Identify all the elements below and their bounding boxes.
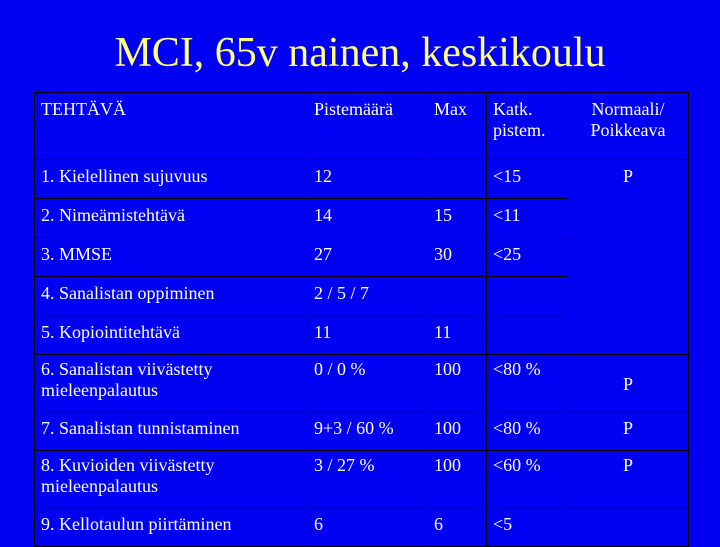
max-cell: 100 <box>428 355 487 412</box>
normal-cell: P <box>568 355 689 412</box>
task-cell: 4. Sanalistan oppiminen <box>35 277 308 316</box>
task-cell: 8. Kuvioiden viivästetty mieleenpalautus <box>35 451 308 508</box>
task-cell: 7. Sanalistan tunnistaminen <box>35 412 308 451</box>
task-cell: 3. MMSE <box>35 238 308 277</box>
max-cell: 15 <box>428 199 487 238</box>
score-cell: 27 <box>308 238 428 277</box>
max-cell: 11 <box>428 316 487 355</box>
normal-cell: P <box>568 451 689 508</box>
header-normal: Normaali/ Poikkeava <box>568 93 689 160</box>
table-row <box>35 199 689 238</box>
score-cell: 6 <box>308 508 428 547</box>
max-cell <box>428 277 487 316</box>
results-table <box>34 92 689 547</box>
table-row <box>35 160 689 199</box>
cutoff-cell: <5 <box>487 508 568 547</box>
header-score: Pistemäärä <box>308 93 428 160</box>
cutoff-cell: <80 % <box>487 355 568 412</box>
table-row <box>35 355 689 412</box>
task-cell: 1. Kielellinen sujuvuus <box>35 160 308 199</box>
normal-cell <box>568 238 689 277</box>
task-cell: 2. Nimeämistehtävä <box>35 199 308 238</box>
table-row <box>35 277 689 316</box>
table-row <box>35 316 689 355</box>
score-cell: 9+3 / 60 % <box>308 412 428 451</box>
cutoff-cell <box>487 316 568 355</box>
header-task: TEHTÄVÄ <box>35 93 308 160</box>
cutoff-cell <box>487 277 568 316</box>
normal-cell: P <box>568 160 689 199</box>
cutoff-cell: <15 <box>487 160 568 199</box>
task-cell: 6. Sanalistan viivästetty mieleenpalautus <box>35 355 308 412</box>
header-cutoff: Katk. pistem. <box>487 93 568 160</box>
table-header-row <box>35 93 689 160</box>
score-cell: 14 <box>308 199 428 238</box>
score-cell: 12 <box>308 160 428 199</box>
normal-cell: P <box>568 412 689 451</box>
slide-title: MCI, 65v nainen, keskikoulu <box>114 30 606 76</box>
score-cell: 2 / 5 / 7 <box>308 277 428 316</box>
score-cell: 11 <box>308 316 428 355</box>
task-cell: 9. Kellotaulun piirtäminen <box>35 508 308 547</box>
normal-cell <box>568 508 689 547</box>
cutoff-cell: <60 % <box>487 451 568 508</box>
table-row <box>35 238 689 277</box>
cutoff-cell: <25 <box>487 238 568 277</box>
max-cell: 100 <box>428 451 487 508</box>
table-row <box>35 412 689 451</box>
normal-cell <box>568 277 689 316</box>
max-cell <box>428 160 487 199</box>
max-cell: 6 <box>428 508 487 547</box>
task-cell: 5. Kopiointitehtävä <box>35 316 308 355</box>
normal-cell <box>568 316 689 355</box>
score-cell: 3 / 27 % <box>308 451 428 508</box>
table-row <box>35 508 689 547</box>
max-cell: 100 <box>428 412 487 451</box>
cutoff-cell: <80 % <box>487 412 568 451</box>
score-cell: 0 / 0 % <box>308 355 428 412</box>
normal-cell <box>568 199 689 238</box>
table-row <box>35 451 689 508</box>
cutoff-cell: <11 <box>487 199 568 238</box>
header-max: Max <box>428 93 487 160</box>
max-cell: 30 <box>428 238 487 277</box>
